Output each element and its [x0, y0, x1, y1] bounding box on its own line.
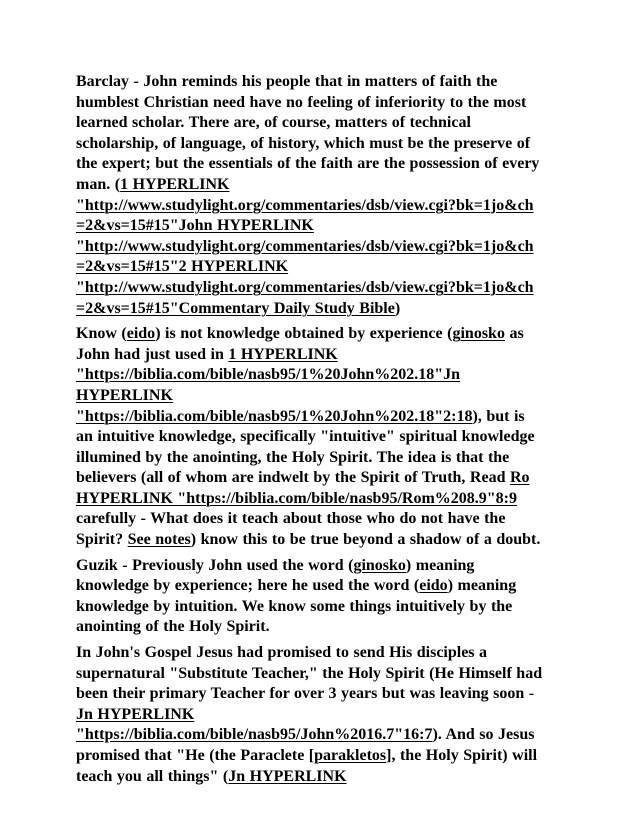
- text-line: [76, 93, 564, 114]
- text-line: [76, 576, 564, 597]
- hyperlink-text[interactable]: HYPERLINK: [76, 386, 173, 404]
- hyperlink-text[interactable]: "https://biblia.com/bible/nasb95/John%2016.7"16:7: [76, 726, 433, 744]
- hyperlink-text[interactable]: Jn HYPERLINK: [228, 767, 347, 785]
- body-text: Guzik - Previously John used the word (: [76, 556, 354, 574]
- body-text: scholarship, of language, of history, which must be the preserve of: [76, 134, 531, 152]
- text-line: [76, 597, 564, 618]
- text-line: [76, 705, 564, 726]
- hyperlink-text[interactable]: eido: [419, 577, 448, 595]
- hyperlink-text[interactable]: "http://www.studylight.org/commentaries/dsb/view.cgi?bk=1jo&ch: [76, 278, 534, 296]
- hyperlink-text[interactable]: "http://www.studylight.org/commentaries/dsb/view.cgi?bk=1jo&ch: [76, 196, 534, 214]
- body-text: ) meaning: [405, 556, 475, 574]
- text-line: [76, 746, 564, 767]
- body-text: carefully - What does it teach about those who do not have the: [76, 510, 506, 528]
- body-text: been their primary Teacher for over 3 years but was leaving soon -: [76, 685, 535, 703]
- text-line: [76, 196, 564, 217]
- text-line: [76, 489, 564, 510]
- text-line: [76, 386, 564, 407]
- paragraph-guzik: [76, 556, 564, 638]
- hyperlink-text[interactable]: HYPERLINK "https://biblia.com/bible/nasb95/Rom%208.9"8:9: [76, 489, 517, 507]
- body-text: ], the Holy Spirit) will: [386, 747, 538, 764]
- body-text: ) know this to be true beyond a shadow of a doubt.: [190, 531, 541, 549]
- body-text: John had just used in: [76, 345, 229, 363]
- body-text: learned scholar. There are, of course, matters of technical: [76, 114, 471, 132]
- text-line: [76, 617, 564, 638]
- hyperlink-text[interactable]: =2&vs=15#15"Commentary Daily Study Bible: [76, 299, 395, 317]
- text-line: [76, 324, 564, 345]
- text-line: [76, 643, 564, 664]
- body-text: knowledge by experience; here he used the word (: [76, 577, 420, 595]
- paragraph-know-eido: [76, 324, 564, 551]
- hyperlink-text[interactable]: "https://biblia.com/bible/nasb95/1%20John%202.18"2:18: [76, 407, 473, 425]
- text-line: [76, 725, 564, 746]
- body-text: an intuitive knowledge, specifically "intuitive" spiritual knowledge: [76, 428, 535, 446]
- body-text: anointing of the Holy Spirit.: [76, 618, 270, 636]
- hyperlink-text[interactable]: ginosko: [353, 556, 406, 574]
- text-line: [76, 365, 564, 386]
- text-line: [76, 509, 564, 530]
- text-line: [76, 664, 564, 685]
- text-line: [76, 299, 564, 320]
- text-line: [76, 72, 564, 93]
- text-line: [76, 767, 564, 788]
- text-line: [76, 216, 564, 237]
- body-text: illumined by the anointing, the Holy Spirit. The idea is that the: [76, 448, 510, 466]
- body-text: ) is not knowledge obtained by experience (: [155, 325, 453, 343]
- hyperlink-text[interactable]: parakletos: [314, 747, 387, 764]
- paragraph-barclay: [76, 72, 564, 319]
- body-text: Know (: [76, 325, 127, 343]
- hyperlink-text[interactable]: eido: [126, 325, 156, 343]
- hyperlink-text[interactable]: "https://biblia.com/bible/nasb95/1%20John%202.18"Jn: [76, 366, 461, 384]
- body-text: Spirit?: [76, 531, 128, 549]
- hyperlink-text[interactable]: =2&vs=15#15"2 HYPERLINK: [76, 258, 289, 276]
- hyperlink-text[interactable]: =2&vs=15#15"John HYPERLINK: [76, 217, 314, 235]
- body-text: humblest Christian need have no feeling of inferiority to the most: [76, 93, 527, 111]
- body-text: man. (: [76, 175, 121, 193]
- body-text: Barclay - John reminds his people that in matters of faith the: [76, 73, 498, 90]
- body-text: ): [394, 299, 401, 317]
- text-line: [76, 556, 564, 577]
- text-line: [76, 684, 564, 705]
- hyperlink-text[interactable]: "http://www.studylight.org/commentaries/dsb/view.cgi?bk=1jo&ch: [76, 237, 534, 255]
- text-line: [76, 448, 564, 469]
- text-line: [76, 175, 564, 196]
- hyperlink-text[interactable]: See notes: [127, 531, 191, 549]
- body-text: promised that "He (the Paraclete [: [76, 747, 315, 764]
- body-text: ) meaning: [447, 577, 517, 595]
- body-text: ), but is: [472, 407, 525, 425]
- body-text: as: [504, 325, 524, 343]
- text-line: [76, 278, 564, 299]
- body-text: believers (all of whom are indwelt by the Spirit of Truth, Read: [76, 469, 510, 487]
- body-text: knowledge by intuition. We know some things intuitively by the: [76, 597, 513, 615]
- body-text: ). And so Jesus: [432, 726, 535, 744]
- text-line: [76, 530, 564, 551]
- body-text: teach you all things" (: [76, 767, 229, 785]
- text-line: [76, 154, 564, 175]
- text-line: [76, 237, 564, 258]
- text-line: [76, 134, 564, 155]
- paragraph-johns-gospel: [76, 643, 564, 787]
- hyperlink-text[interactable]: Jn HYPERLINK: [76, 705, 195, 723]
- text-line: [76, 468, 564, 489]
- text-line: [76, 345, 564, 366]
- hyperlink-text[interactable]: 1 HYPERLINK: [120, 175, 230, 193]
- hyperlink-text[interactable]: 1 HYPERLINK: [228, 345, 338, 363]
- hyperlink-text[interactable]: Ro: [509, 469, 530, 487]
- hyperlink-text[interactable]: ginosko: [452, 325, 505, 343]
- text-line: [76, 113, 564, 134]
- text-line: [76, 407, 564, 428]
- body-text: supernatural "Substitute Teacher," the Holy Spirit (He Himself had: [76, 664, 543, 682]
- body-text: In John's Gospel Jesus had promised to send His disciples a: [76, 644, 488, 662]
- text-line: [76, 257, 564, 278]
- body-text: the expert; but the essentials of the faith are the possession of every: [76, 155, 540, 173]
- text-line: [76, 427, 564, 448]
